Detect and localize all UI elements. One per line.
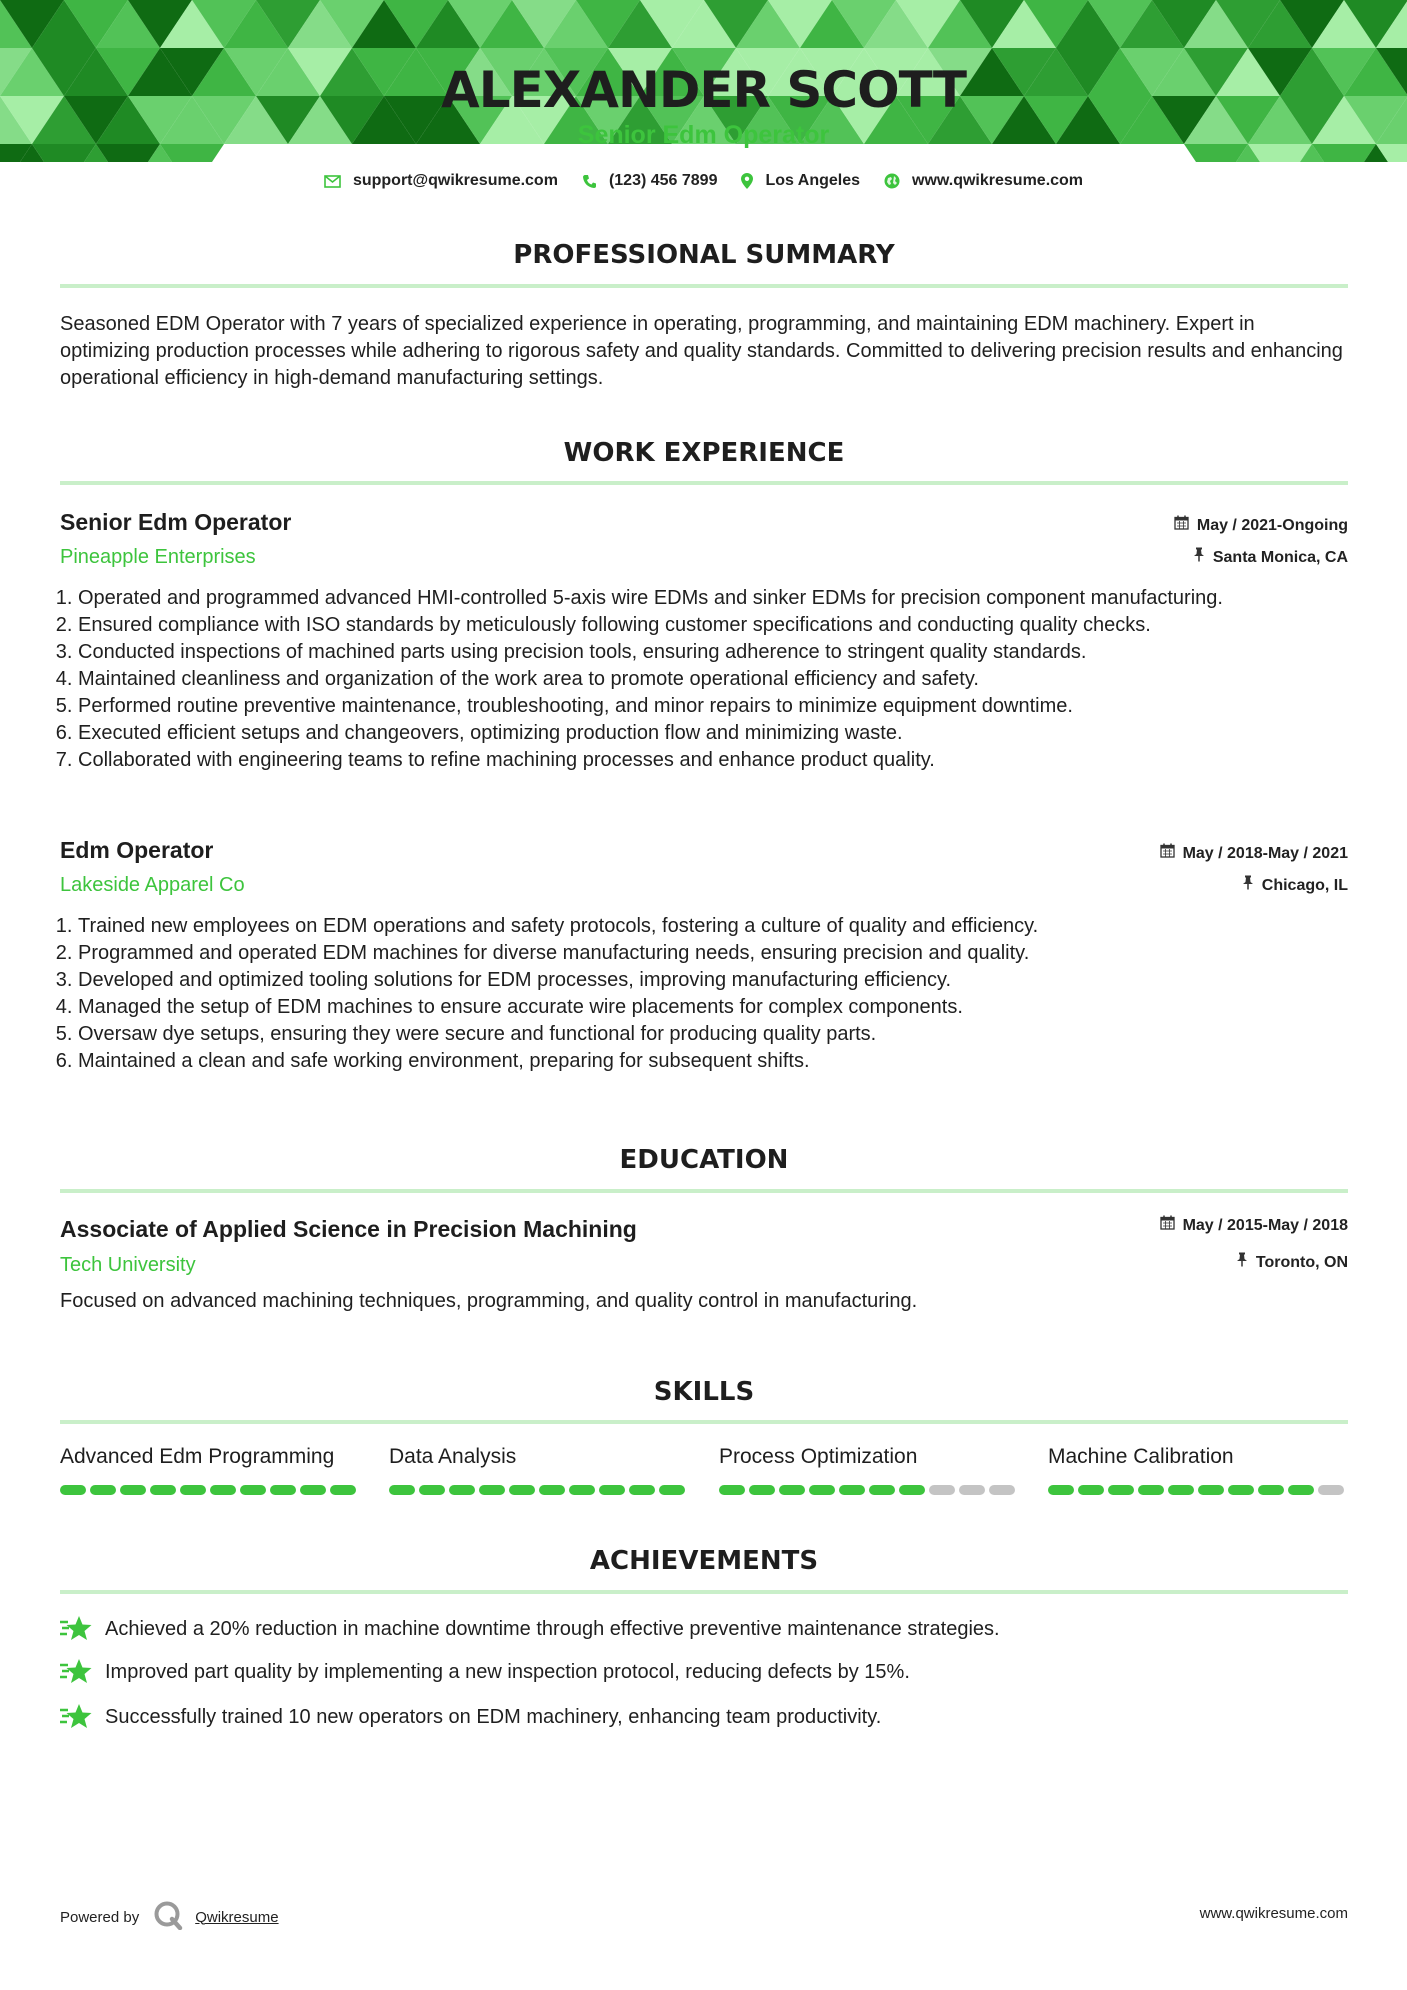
job-2-title: Edm Operator [60,837,214,863]
skill-level-segment [1168,1485,1194,1495]
job-1-company: Pineapple Enterprises [60,546,256,568]
duty-item: 1. Operated and programmed advanced HMI-controlled 5-axis wire EDMs and sinker EDMs for precision component manufacturing. [78,585,1366,612]
job-1-title: Senior Edm Operator [60,509,292,535]
contact-website[interactable] [884,172,1083,190]
skill-level-segment [599,1485,625,1495]
school-name: Tech University [60,1254,196,1276]
achievements-divider [60,1590,1348,1594]
skill-level-segment [959,1485,985,1495]
skill-level-segment [419,1485,445,1495]
duty-item: 4. Maintained cleanliness and organization of the work area to promote operational efficiency and safety. [78,666,1366,693]
skill-level-segment [629,1485,655,1495]
job-2-location-text: Chicago, IL [1261,877,1348,894]
skill-name: Advanced Edm Programming [60,1445,335,1468]
star-award-icon [60,1614,92,1644]
education-location [1236,1252,1348,1274]
email-text: support@qwikresume.com [352,172,558,189]
envelope-icon [324,175,341,188]
skill-level-segment [899,1485,925,1495]
achievement-item [60,1702,1348,1732]
experience-divider [60,481,1348,485]
job-2-dates [1160,843,1348,865]
duty-item: 5. Oversaw dye setups, ensuring they were secure and functional for producing quality parts. [78,1021,1366,1048]
footer-powered-by [60,1900,279,1934]
skill-level-bar [389,1485,689,1495]
skill-level-segment [1138,1485,1164,1495]
skill-name: Machine Calibration [1048,1445,1234,1468]
duty-item: 1. Trained new employees on EDM operations and safety protocols, fostering a culture of quality and efficiency. [78,913,1366,940]
duty-item: 6. Executed efficient setups and changeovers, optimizing production flow and minimizing waste. [78,720,1366,747]
map-marker-icon [741,173,753,189]
achievements-heading: ACHIEVEMENTS [589,1546,819,1576]
skill-level-segment [569,1485,595,1495]
skill-level-segment [1318,1485,1344,1495]
skill-level-segment [989,1485,1015,1495]
skill-level-segment [479,1485,505,1495]
skill-level-segment [1258,1485,1284,1495]
education-dates-text: May / 2015-May / 2018 [1182,1217,1348,1234]
skill-name: Process Optimization [719,1445,918,1468]
duty-item: 6. Maintained a clean and safe working environment, preparing for subsequent shifts. [78,1048,1366,1075]
education-divider [60,1189,1348,1193]
globe-icon [884,173,900,189]
skill-level-segment [330,1485,356,1495]
candidate-name: ALEXANDER SCOTT [441,61,966,119]
calendar-icon [1160,843,1175,865]
education-location-text: Toronto, ON [1255,1254,1348,1271]
skill-level-segment [659,1485,685,1495]
skill-level-segment [1228,1485,1254,1495]
job-2-location [1242,875,1348,897]
summary-text: Seasoned EDM Operator with 7 years of specialized experience in operating, programming, and maintaining EDM machinery. Expert in optimizing production processes while adhering to rigorous safety and quality standards. Committed to delivering precision results and enhancing operational efficiency in high-demand manufacturing settings. [60,313,1343,389]
skill-level-bar [60,1485,360,1495]
skill-level-segment [300,1485,326,1495]
location-text: Los Angeles [765,172,861,189]
skill-level-segment [150,1485,176,1495]
skill-level-segment [180,1485,206,1495]
star-award-icon [60,1657,92,1687]
contact-location [741,172,860,190]
skill-level-segment [719,1485,745,1495]
skill-item [389,1443,689,1495]
calendar-icon [1160,1215,1175,1237]
job-1-dates [1174,515,1348,537]
skill-level-segment [240,1485,266,1495]
skill-level-bar [1048,1485,1348,1495]
skill-level-segment [120,1485,146,1495]
powered-by-text: Powered by [60,1908,140,1926]
pin-icon [1242,875,1254,897]
job-1-dates-text: May / 2021-Ongoing [1196,517,1348,534]
skill-item [719,1443,1019,1495]
job-2-company: Lakeside Apparel Co [60,874,245,896]
skill-item [1048,1443,1348,1495]
star-award-icon [60,1702,92,1732]
website-text: www.qwikresume.com [912,172,1084,189]
pin-icon [1193,547,1205,569]
skill-level-segment [389,1485,415,1495]
achievement-item [60,1614,1348,1644]
duty-item: 7. Collaborated with engineering teams to refine machining processes and enhance product quality. [78,747,1366,774]
achievement-item [60,1657,1348,1687]
pin-icon [1236,1252,1248,1274]
qwikresume-logo-icon [153,1900,183,1934]
skill-level-segment [539,1485,565,1495]
job-1-location-text: Santa Monica, CA [1212,549,1348,566]
skill-level-segment [1198,1485,1224,1495]
skill-level-segment [449,1485,475,1495]
duty-item: 5. Performed routine preventive maintenance, troubleshooting, and minor repairs to minimize equipment downtime. [78,693,1366,720]
education-description: Focused on advanced machining techniques, programming, and quality control in manufacturing. [60,1290,918,1312]
experience-heading: WORK EXPERIENCE [563,438,845,468]
job-title-subtitle: Senior Edm Operator [577,121,830,149]
skill-level-segment [210,1485,236,1495]
skill-level-segment [1288,1485,1314,1495]
skill-level-segment [1108,1485,1134,1495]
skill-level-segment [869,1485,895,1495]
skill-level-segment [90,1485,116,1495]
phone-icon [582,174,597,189]
skill-level-segment [779,1485,805,1495]
skills-heading: SKILLS [653,1377,755,1407]
duty-item: 3. Conducted inspections of machined parts using precision tools, ensuring adherence to stringent quality standards. [78,639,1366,666]
footer-website-link[interactable]: www.qwikresume.com [1199,1905,1348,1922]
skill-level-segment [270,1485,296,1495]
skill-level-segment [839,1485,865,1495]
skill-level-segment [1048,1485,1074,1495]
skill-level-segment [809,1485,835,1495]
skill-item [60,1443,360,1495]
job-2-duties [60,913,1366,1075]
skill-level-segment [749,1485,775,1495]
achievement-text: Improved part quality by implementing a new inspection protocol, reducing defects by 15%. [105,1660,910,1683]
skills-divider [60,1420,1348,1424]
achievement-text: Successfully trained 10 new operators on EDM machinery, enhancing team productivity. [105,1705,882,1728]
skill-name: Data Analysis [389,1445,517,1468]
calendar-icon [1174,515,1189,537]
qwikresume-link[interactable]: Qwikresume [195,1908,279,1926]
contact-bar [0,172,1407,190]
degree-title: Associate of Applied Science in Precision Machining [60,1216,637,1242]
summary-divider [60,284,1348,288]
skill-level-segment [509,1485,535,1495]
duty-item: 2. Programmed and operated EDM machines for diverse manufacturing needs, ensuring precision and quality. [78,940,1366,967]
summary-heading: PROFESSIONAL SUMMARY [513,240,895,270]
education-dates [1160,1215,1348,1237]
job-1-duties [60,585,1366,774]
duty-item: 2. Ensured compliance with ISO standards by meticulously following customer specifications and conducting quality checks. [78,612,1366,639]
phone-text: (123) 456 7899 [608,172,718,189]
education-heading: EDUCATION [619,1145,789,1175]
contact-email[interactable] [324,172,558,190]
duty-item: 4. Managed the setup of EDM machines to ensure accurate wire placements for complex components. [78,994,1366,1021]
job-2-dates-text: May / 2018-May / 2021 [1182,845,1348,862]
skill-level-bar [719,1485,1019,1495]
skill-level-segment [929,1485,955,1495]
skill-level-segment [1078,1485,1104,1495]
achievement-text: Achieved a 20% reduction in machine downtime through effective preventive maintenance strategies. [105,1617,1000,1640]
duty-item: 3. Developed and optimized tooling solutions for EDM processes, improving manufacturing efficiency. [78,967,1366,994]
job-1-location [1193,547,1348,569]
skill-level-segment [60,1485,86,1495]
contact-phone[interactable] [582,172,718,190]
